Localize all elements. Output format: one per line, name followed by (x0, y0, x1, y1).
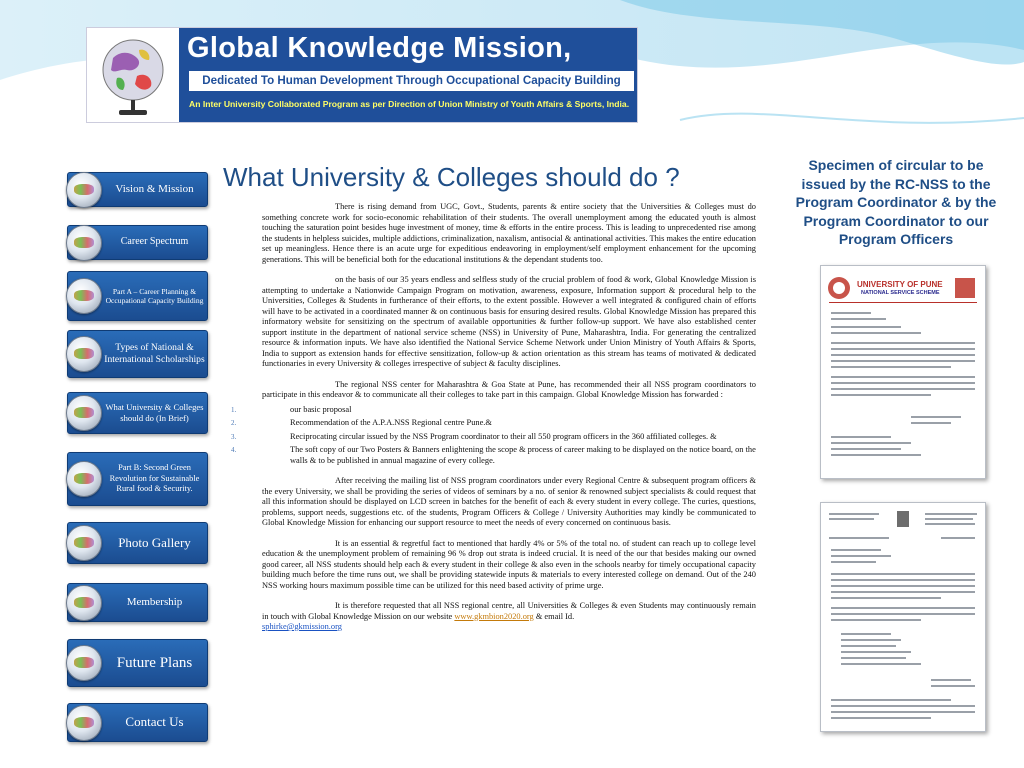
banner-subtitle: Dedicated To Human Development Through Occupational Capacity Building (189, 71, 634, 91)
nav-career-spectrum[interactable] (67, 225, 208, 260)
body-paragraph: It is an essential & regretful fact to mentioned that hardly 4% or 5% of the total no. of student can reach up to college level education & the unemployment problem of remaining 96 % drop out strata is indeed crucial. It is need of the our that besides making our owned good career, all NSS students should help each & every student in their college & also even in the schools nearby for timely occupational capacity building much before the time runs out, we shall be providing statewide inputs & materials to every interested college on demand. Out of the 240 NSS working hours maximum possible time can be utilized for this need based activity of prime urge. (262, 538, 756, 590)
nav-membership[interactable] (67, 583, 208, 622)
email-link[interactable]: sphirke@gkmission.org (262, 622, 342, 631)
main-body-text (231, 202, 756, 643)
globe-icon (66, 705, 102, 741)
header-banner (86, 27, 638, 123)
nav-label: Photo Gallery (118, 534, 191, 550)
doc-subheader: NATIONAL SERVICE SCHEME (861, 290, 940, 296)
university-seal-icon (821, 266, 985, 478)
website-link[interactable]: www.gkmbion2020.org (454, 611, 534, 621)
body-paragraph: There is rising demand from UGC, Govt., Students, parents & entire society that the Universities & Colleges must do something concrete work for socio-economic rehabilitation of their students. The overall unemployment among the educated youth is almost touching the saturation point besides huge investment of money, time & efforts in the entire process. This is leading to unprecedented rise among the students in helpless suicides, multiple addictions, criminalization, naxalism, antisocial & antinational activities. This makes the entire education set up meaningless. Hence there is an acute urge for expeditious endeavoring in employment/self employment enhancement for the upcoming generations. This will be beneficial both for the educational institutions & the dependant students too. (262, 202, 756, 264)
body-paragraph: The regional NSS center for Maharashtra & Goa State at Pune, has recommended their all NSS program coordinators to participate in this endeavor & to communicate all their colleges to take part in this campaign. Global Knowledge Mission has forwarded : (262, 379, 756, 399)
page-title: What University & Colleges should do ? (223, 162, 680, 192)
nav-vision-mission[interactable] (67, 172, 208, 207)
globe-icon (66, 172, 102, 208)
nav-label: Career Spectrum (120, 236, 189, 248)
nav-part-a-career-planning[interactable] (67, 271, 208, 321)
forwarded-items-list (231, 404, 756, 467)
nav-label: Vision & Mission (115, 182, 194, 195)
list-item: 2. Recommendation of the A.P.A.NSS Regional centre Pune.& (231, 418, 492, 427)
nav-contact-us[interactable] (67, 703, 208, 742)
globe-icon (66, 525, 102, 561)
nav-label: Part B: Second Green Revolution for Sustainable Rural food & Security. (109, 463, 200, 494)
doc-header: UNIVERSITY OF PUNE (857, 280, 943, 289)
list-item: 3. Reciprocating circular issued by the NSS Program coordinator to their all 550 program officers in the 360 affiliated colleges. & (231, 431, 717, 441)
list-item: 4. The soft copy of our Two Posters & Banners enlightening the scope & process of career making to be displayed on the notice board, on the walls & to be published in annual magazine of every college. (231, 445, 756, 465)
nav-label: Membership (126, 595, 183, 608)
globe-icon (66, 645, 102, 681)
body-paragraph: on the basis of our 35 years endless and selfless study of the crucial problem of food & work, Global Knowledge Mission is attempting to undertake a Nationwide Campaign Program on motivation, awareness, exposure, Information support & procedural help to the Universities, Colleges & Students in furtherance of their efforts, to the extent possible. However a well integrated & configured chain of efforts will have to be activated in a coordinated manner & on continuous basis for ensuring desired results. Global Knowledge Mission has prepared this informatory website for sensitizing on the spectrum of available opportunities & further follow-up support. We have also established center support institute in the department of national service scheme (NSS) in University of Pune, Maharashtra, India. For generating the centralized resource & information inputs. We have also identified the National Service Scheme Network under Union Ministry of Youth Affairs & Sports, India to support as extension hands for effective sensitization, follow-up & action orientation as this stream has teams of motivated & dedicated functionaries in every University & colleges irrespective of subject & faculty disciplines. (262, 275, 756, 368)
nav-scholarships[interactable] (67, 330, 208, 378)
body-paragraph-contact: It is therefore requested that all NSS regional centre, all Universities & Colleges & even Students may continuously remain in touch with Global Knowledge Mission on our website www.gkmbion2020.org & email Id. sphirke@gkmission.org (262, 601, 756, 631)
globe-logo-icon (87, 28, 179, 122)
globe-icon (66, 336, 102, 372)
circular-document-image-2 (820, 502, 986, 732)
globe-icon (66, 225, 102, 261)
globe-icon (66, 585, 102, 621)
body-paragraph: After receiving the mailing list of NSS program coordinators under every Regional Centre & subsequent program officers & the every University, we shall be providing the series of videos of seminars by a no. of senior & renowned subject specialists & could request that all this information should be displayed on LCD screen in batches for the benefit of each & every student in every college. The curies, questions, problems, support needs, suggestions etc. of the students, Program Officers & College / University Authorities may kindly be communicated to Global Knowledge Mission for enhancing our support resource to meet the needs of every concerned on continuous basis. (262, 476, 756, 527)
nav-label: Types of National & International Scholarships (104, 342, 205, 365)
nav-label: Future Plans (116, 654, 193, 671)
circular-document-image-1 (820, 265, 986, 479)
nav-photo-gallery[interactable] (67, 522, 208, 564)
banner-title: Global Knowledge Mission, (187, 32, 572, 64)
nav-label: Part A – Career Planning & Occupational Capacity Building (105, 286, 204, 305)
list-item: 1. our basic proposal (231, 404, 352, 414)
globe-icon (66, 395, 102, 431)
globe-icon (66, 278, 102, 314)
banner-tagline: An Inter University Collaborated Program as per Direction of Union Ministry of Youth Affairs & Sports, India. (189, 99, 630, 109)
nav-label: What University & Colleges should do (In Brief) (105, 402, 204, 423)
nav-future-plans[interactable] (67, 639, 208, 687)
nav-what-university-should-do[interactable] (67, 392, 208, 434)
circular-specimen-caption: Specimen of circular to be issued by the RC-NSS to the Program Coordinator & by the Program Coordinator to our Program Officers (795, 157, 997, 247)
nav-label: Contact Us (125, 714, 184, 730)
globe-icon (66, 461, 102, 497)
nav-part-b-green-revolution[interactable] (67, 452, 208, 506)
